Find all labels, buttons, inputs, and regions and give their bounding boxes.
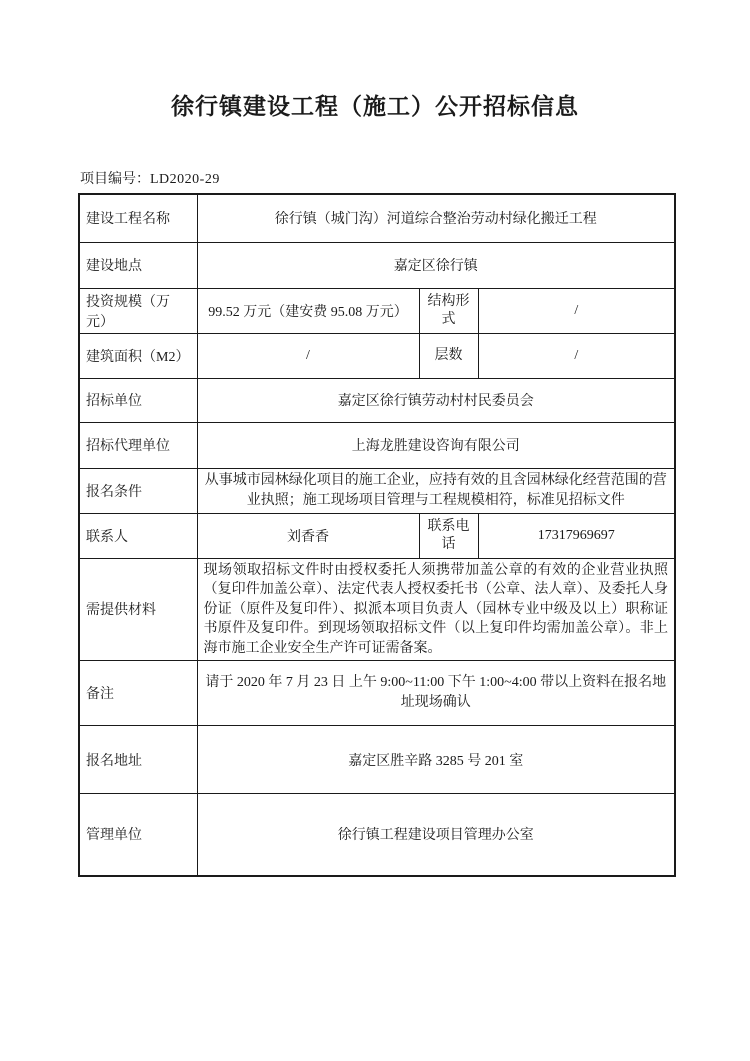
table-row <box>79 333 675 378</box>
row-value-materials: 现场领取招标文件时由授权委托人须携带加盖公章的有效的企业营业执照（复印件加盖公章）、法定代表人授权委托书（公章、法人章）、及委托人身份证（原件及复印件）、拟派本项目负责人（园林专业中级及以上）职称证书原件及复印件。到现场领取招标文件（以上复印件均需加盖公章）。非上海市施工企业安全生产许可证需备案。 <box>197 558 675 661</box>
row-value-floor-area: / <box>197 333 419 378</box>
row-label-structure-type: 结构形式 <box>419 288 478 333</box>
row-value-structure-type: / <box>478 288 675 333</box>
project-number-label: 项目编号： <box>80 172 150 187</box>
table-row <box>79 661 675 726</box>
row-label-location: 建设地点 <box>79 242 197 288</box>
page-title: 徐行镇建设工程（施工）公开招标信息 <box>171 94 579 119</box>
row-label-management-unit: 管理单位 <box>79 794 197 876</box>
bid-info-table <box>78 193 676 877</box>
table-row <box>79 194 675 242</box>
row-label-floors: 层数 <box>419 333 478 378</box>
table-row <box>79 726 675 794</box>
row-label-project-name: 建设工程名称 <box>79 194 197 242</box>
row-value-location: 嘉定区徐行镇 <box>197 242 675 288</box>
row-label-signup-address: 报名地址 <box>79 726 197 794</box>
row-label-floor-area: 建筑面积（M2） <box>79 333 197 378</box>
project-number-value: LD2020-29 <box>150 172 220 187</box>
row-label-materials: 需提供材料 <box>79 558 197 661</box>
row-value-management-unit: 徐行镇工程建设项目管理办公室 <box>197 794 675 876</box>
row-label-contact: 联系人 <box>79 513 197 558</box>
row-value-investment: 99.52 万元（建安费 95.08 万元） <box>197 288 419 333</box>
table-row <box>79 794 675 876</box>
row-value-project-name: 徐行镇（城门沟）河道综合整治劳动村绿化搬迁工程 <box>197 194 675 242</box>
row-label-investment: 投资规模（万元） <box>79 288 197 333</box>
row-label-phone: 联系电话 <box>419 513 478 558</box>
table-row <box>79 242 675 288</box>
table-row <box>79 422 675 468</box>
row-value-tender-unit: 嘉定区徐行镇劳动村村民委员会 <box>197 378 675 422</box>
table-row <box>79 513 675 558</box>
table-row <box>79 288 675 333</box>
row-value-phone: 17317969697 <box>478 513 675 558</box>
project-number-line <box>80 168 750 188</box>
row-label-remarks: 备注 <box>79 661 197 726</box>
row-value-remarks: 请于 2020 年 7 月 23 日 上午 9:00~11:00 下午 1:00~4:00 带以上资料在报名地址现场确认 <box>197 661 675 726</box>
row-label-tender-unit: 招标单位 <box>79 378 197 422</box>
row-label-conditions: 报名条件 <box>79 468 197 513</box>
table-row <box>79 378 675 422</box>
row-value-signup-address: 嘉定区胜辛路 3285 号 201 室 <box>197 726 675 794</box>
row-label-agent-unit: 招标代理单位 <box>79 422 197 468</box>
table-row <box>79 468 675 513</box>
row-value-floors: / <box>478 333 675 378</box>
row-value-contact: 刘香香 <box>197 513 419 558</box>
row-value-conditions: 从事城市园林绿化项目的施工企业，应持有效的且含园林绿化经营范围的营业执照；施工现场项目管理与工程规模相符，标准见招标文件 <box>197 468 675 513</box>
row-value-agent-unit: 上海龙胜建设咨询有限公司 <box>197 422 675 468</box>
table-row <box>79 558 675 661</box>
